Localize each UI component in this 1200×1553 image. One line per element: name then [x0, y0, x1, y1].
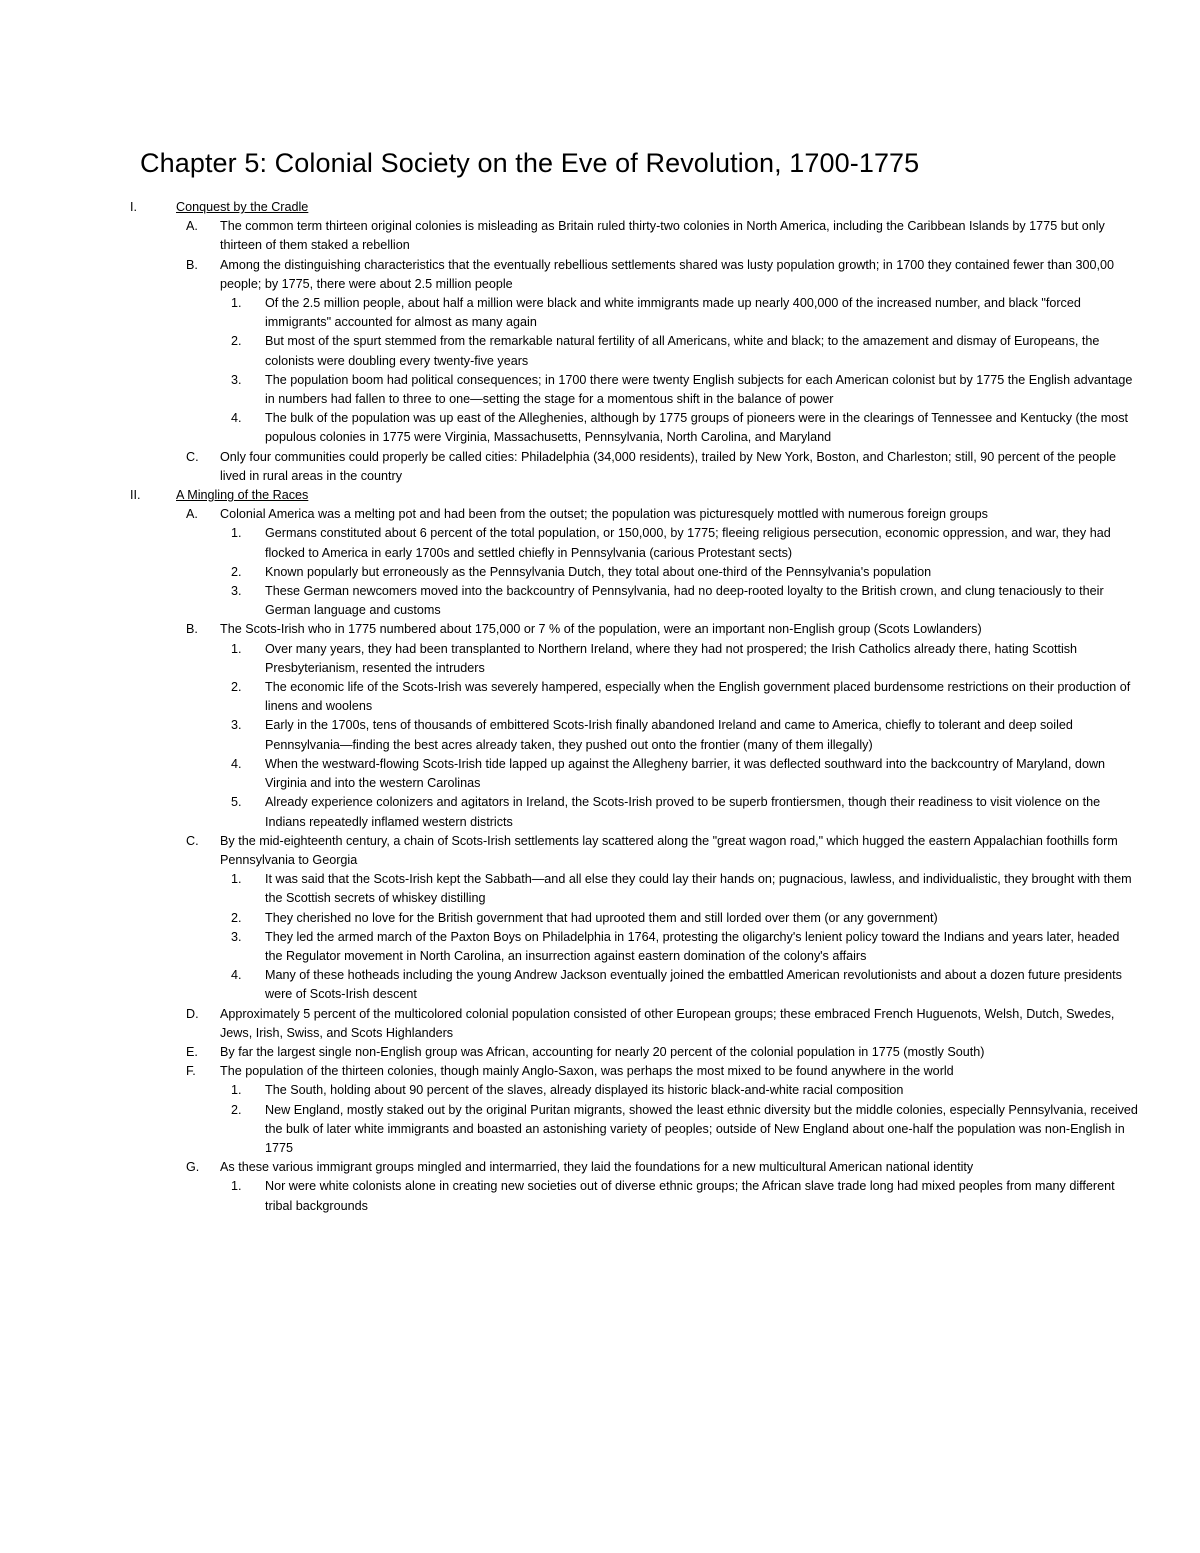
outline-marker: 2.	[231, 1102, 242, 1117]
outline-item-text: The Scots-Irish who in 1775 numbered about 175,000 or 7 % of the population, were an important non-English group (Scots Lowlanders)	[220, 622, 982, 637]
outline-item	[0, 524, 1200, 562]
outline-item-text: The common term thirteen original colonies is misleading as Britain ruled thirty-two colonies in North America, including the Caribbean Islands by 1775 but only thirteen of them staked a rebellion	[220, 219, 1105, 253]
outline-item	[0, 332, 1200, 370]
outline-item	[0, 563, 1200, 582]
outline-list	[0, 198, 1200, 1216]
outline-marker: II.	[130, 488, 141, 503]
outline-marker: 2.	[231, 334, 242, 349]
outline-item	[0, 371, 1200, 409]
outline-item	[0, 217, 1200, 255]
outline-item	[0, 1062, 1200, 1081]
outline-item	[0, 1158, 1200, 1177]
outline-item	[0, 870, 1200, 908]
outline-item-text: New England, mostly staked out by the original Puritan migrants, showed the least ethnic diversity but the middle colonies, especially Pennsylvania, received the bulk of later white immigrants and boasted an astonishing variety of peoples; outside of New England about one-half the population was non-English in 1775	[265, 1102, 1138, 1155]
outline-marker: 3.	[231, 929, 242, 944]
outline-item	[0, 793, 1200, 831]
outline-item-text: Among the distinguishing characteristics that the eventually rebellious settlements shared was lusty population growth; in 1700 they contained fewer than 300,00 people; by 1775, there were about 2.5 million people	[220, 257, 1114, 291]
outline-item-text: When the westward-flowing Scots-Irish tide lapped up against the Allegheny barrier, it was deflected southward into the backcountry of Maryland, down Virginia and into the western Carolinas	[265, 756, 1106, 791]
outline-marker: 2.	[231, 680, 242, 695]
outline-marker: G.	[186, 1160, 200, 1175]
outline-marker: B.	[186, 257, 198, 272]
outline-item-text: Colonial America was a melting pot and had been from the outset; the population was picturesquely mottled with numerous foreign groups	[220, 507, 988, 522]
outline-item-text: Only four communities could properly be called cities: Philadelphia (34,000 residents), trailed by New York, Boston, and Charleston; still, 90 percent of the people lived in rural areas in the country	[220, 449, 1117, 483]
outline-item	[0, 1177, 1200, 1215]
outline-item-text: They cherished no love for the British government that had uprooted them and still lorded over them (or any government)	[265, 910, 938, 925]
outline-item-text: By far the largest single non-English group was African, accounting for nearly 20 percent of the colonial population in 1775 (mostly South)	[220, 1044, 985, 1059]
outline-marker: 4.	[231, 968, 242, 983]
outline-marker: 4.	[231, 411, 242, 426]
outline-marker: 2.	[231, 910, 242, 925]
outline-marker: 3.	[231, 584, 242, 599]
outline-item	[0, 409, 1200, 447]
outline-marker: 1.	[231, 296, 242, 311]
outline-marker: 1.	[231, 1179, 242, 1194]
outline-item-text: As these various immigrant groups mingled and intermarried, they laid the foundations for a new multicultural American national identity	[220, 1160, 974, 1175]
outline-item	[0, 582, 1200, 620]
chapter-title: Chapter 5: Colonial Society on the Eve of Revolution, 1700-1775	[140, 148, 920, 178]
outline-item-text: The population of the thirteen colonies, though mainly Anglo-Saxon, was perhaps the most mixed to be found anywhere in the world	[220, 1064, 954, 1079]
section-heading	[0, 486, 1200, 505]
outline-item-text: They led the armed march of the Paxton Boys on Philadelphia in 1764, protesting the oligarchy's lenient policy toward the Indians and years later, headed the Regulator movement in North Carolina, an insurrection against eastern domination of the colony's affairs	[265, 929, 1120, 963]
outline-marker: 1.	[231, 1083, 242, 1098]
outline-item-text: These German newcomers moved into the backcountry of Pennsylvania, had no deep-rooted loyalty to the British crown, and clung tenaciously to their German language and customs	[265, 584, 1104, 618]
outline-item	[0, 1005, 1200, 1043]
outline-item	[0, 620, 1200, 639]
outline-item-text: Nor were white colonists alone in creating new societies out of diverse ethnic groups; the African slave trade long had mixed peoples from many different tribal backgrounds	[265, 1179, 1115, 1213]
outline-marker: 2.	[231, 564, 242, 579]
outline-item	[0, 448, 1200, 486]
outline-item-text: The bulk of the population was up east of the Alleghenies, although by 1775 groups of pioneers were in the clearings of Tennessee and Kentucky (the most populous colonies in 1775 were Virginia, Massachusetts, Pennsylvania, North Carolina, and Maryland	[265, 411, 1129, 445]
outline-item-text: Germans constituted about 6 percent of the total population, or 150,000, by 1775; fleeing religious persecution, economic oppression, and war, they had flocked to America in early 1700s and settled chiefly in Pennsylvania (carious Protestant sects)	[265, 526, 1111, 560]
outline-item	[0, 755, 1200, 793]
outline-marker: D.	[186, 1006, 199, 1021]
outline-item	[0, 832, 1200, 870]
outline-marker: 3.	[231, 718, 242, 733]
outline-item	[0, 1043, 1200, 1062]
outline-item-text: Already experience colonizers and agitators in Ireland, the Scots-Irish proved to be superb frontiersmen, though their readiness to visit violence on the Indians repeatedly inflamed western districts	[265, 795, 1101, 829]
outline-item-text: The population boom had political consequences; in 1700 there were twenty English subjects for each American colonist but by 1775 the English advantage in numbers had fallen to three to one—setting the stage for a momentous shift in the balance of power	[265, 372, 1133, 407]
outline-marker: C.	[186, 449, 199, 464]
outline-marker: A.	[186, 219, 198, 234]
outline-item	[0, 640, 1200, 678]
outline-marker: B.	[186, 622, 198, 637]
outline-item	[0, 716, 1200, 754]
outline-marker: 1.	[231, 872, 242, 887]
section-heading	[0, 198, 1200, 217]
outline-item-text: The economic life of the Scots-Irish was severely hampered, especially when the English government placed burdensome restrictions on their production of linens and woolens	[265, 680, 1131, 714]
outline-item-text: By the mid-eighteenth century, a chain of Scots-Irish settlements lay scattered along the "great wagon road," which hugged the eastern Appalachian foothills form Pennsylvania to Georgia	[220, 833, 1118, 867]
outline-item-text: Of the 2.5 million people, about half a million were black and white immigrants made up nearly 400,000 of the increased number, and black "forced immigrants" accounted for almost as many again	[265, 296, 1081, 330]
section-heading-text: Conquest by the Cradle	[176, 200, 309, 214]
outline-item	[0, 1101, 1200, 1159]
outline-item-text: Over many years, they had been transplanted to Northern Ireland, where they had not prospered; the Irish Catholics already there, hating Scottish Presbyterianism, resented the intruders	[265, 641, 1078, 675]
outline-marker: 1.	[231, 641, 242, 656]
outline-item	[0, 928, 1200, 966]
outline-marker: F.	[186, 1064, 196, 1079]
outline-item-text: Known popularly but erroneously as the Pennsylvania Dutch, they total about one-third of the Pennsylvania's population	[265, 564, 932, 579]
outline-marker: 4.	[231, 756, 242, 771]
outline-item-text: But most of the spurt stemmed from the remarkable natural fertility of all Americans, white and black; to the amazement and dismay of Europeans, the colonists were doubling every twenty-five years	[265, 334, 1100, 368]
outline-item-text: Early in the 1700s, tens of thousands of embittered Scots-Irish finally abandoned Ireland and came to America, chiefly to tolerant and deep soiled Pennsylvania—finding the best acres already taken, they pushed out onto the frontier (many of them illegally)	[265, 718, 1073, 752]
outline-marker: C.	[186, 833, 199, 848]
section-heading-text: A Mingling of the Races	[176, 488, 309, 503]
outline-item	[0, 294, 1200, 332]
outline-marker: 3.	[231, 372, 242, 387]
outline-marker: A.	[186, 507, 198, 522]
outline-item-text: Approximately 5 percent of the multicolored colonial population consisted of other European groups; these embraced French Huguenots, Welsh, Dutch, Swedes, Jews, Irish, Swiss, and Scots Highlanders	[220, 1006, 1115, 1040]
outline-item	[0, 678, 1200, 716]
outline-item	[0, 909, 1200, 928]
outline-item-text: Many of these hotheads including the young Andrew Jackson eventually joined the embattled American revolutionists and about a dozen future presidents were of Scots-Irish descent	[265, 968, 1122, 1002]
outline-marker: I.	[130, 200, 137, 214]
outline-marker: 1.	[231, 526, 242, 541]
outline-item	[0, 256, 1200, 294]
outline-marker: 5.	[231, 795, 242, 810]
outline-item-text: It was said that the Scots-Irish kept the Sabbath—and all else they could lay their hands on; pugnacious, lawless, and individualistic, they brought with them the Scottish secrets of whiskey distilling	[265, 872, 1132, 906]
outline-marker: E.	[186, 1044, 198, 1059]
outline-item	[0, 505, 1200, 524]
outline-item	[0, 1081, 1200, 1100]
outline-item	[0, 966, 1200, 1004]
outline-item-text: The South, holding about 90 percent of the slaves, already displayed its historic black-and-white racial composition	[265, 1083, 904, 1098]
